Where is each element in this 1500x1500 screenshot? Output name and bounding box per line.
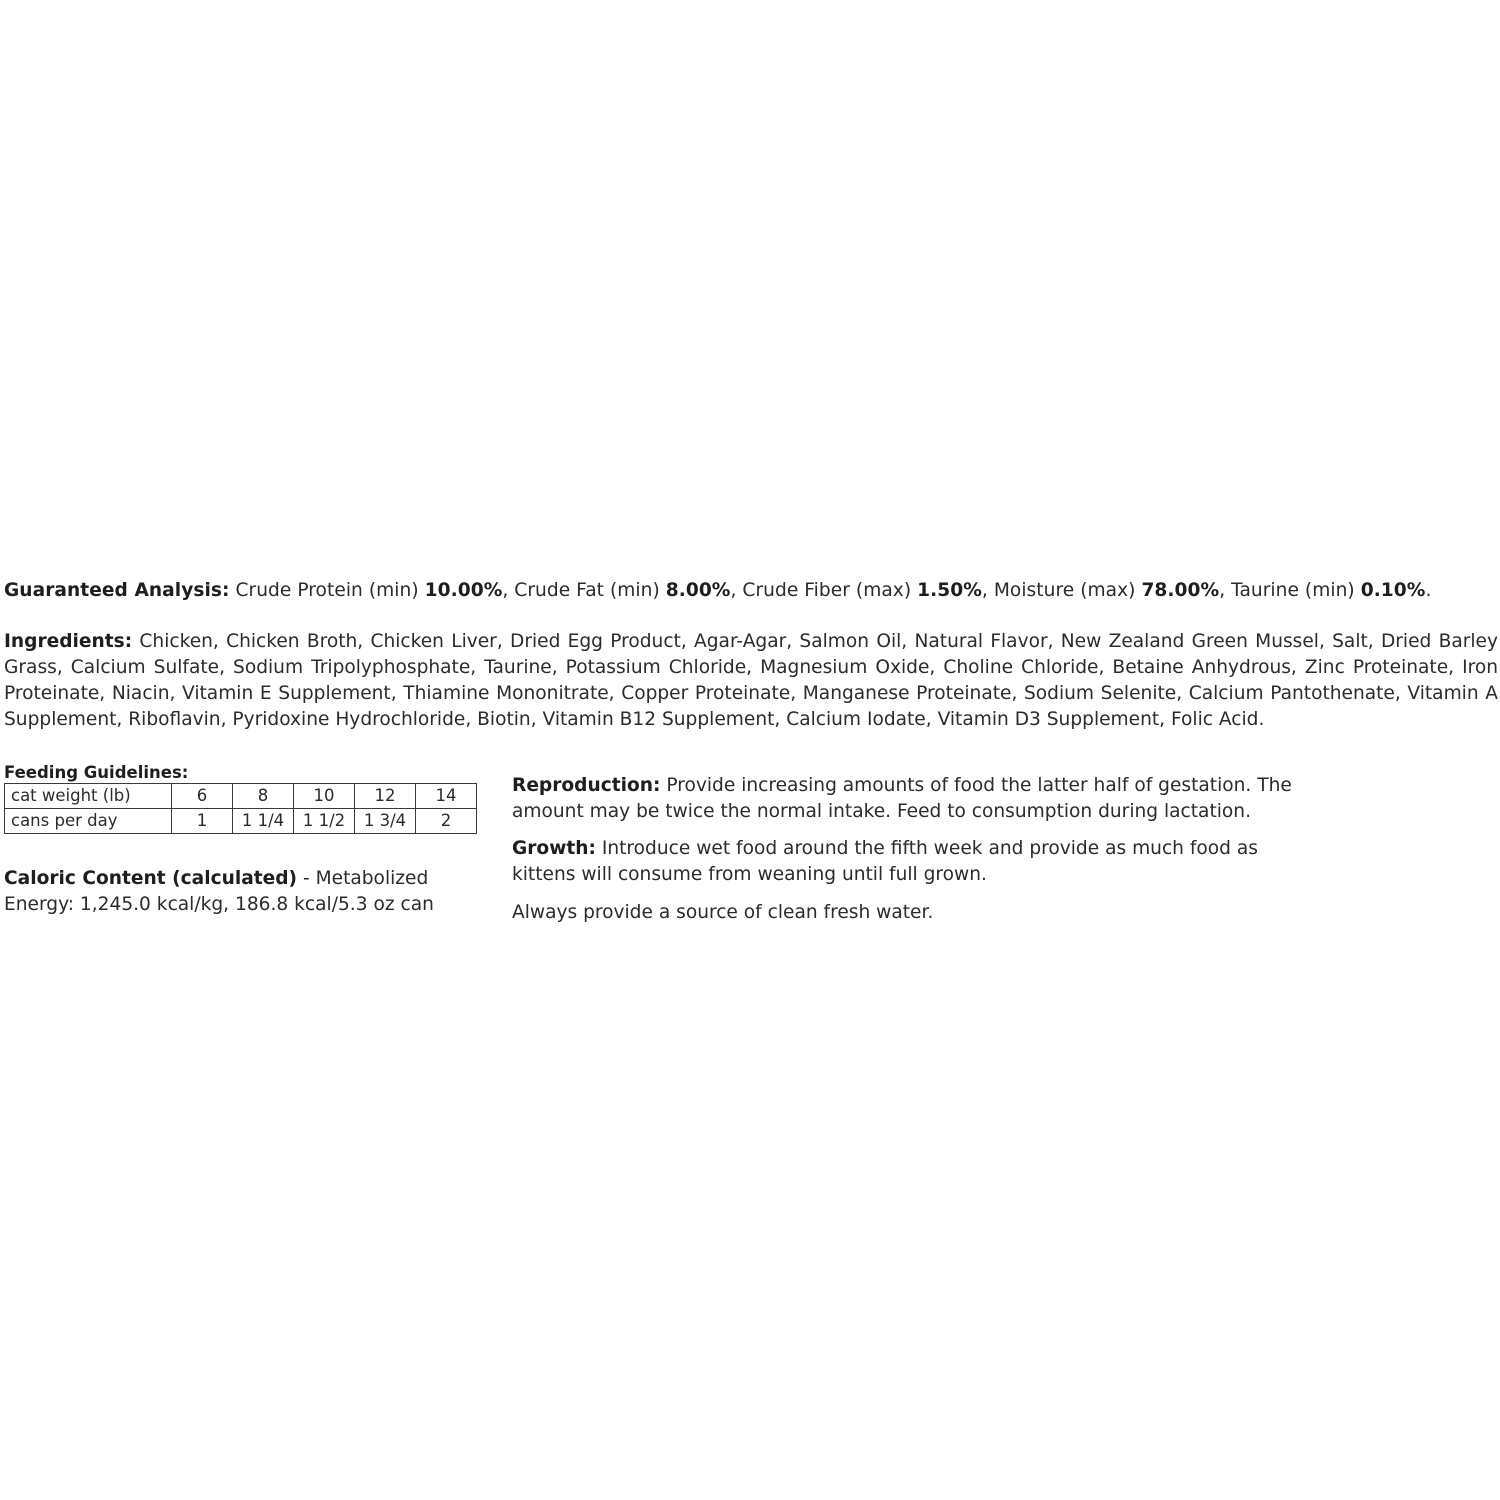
table-cell: 1 3/4 — [355, 809, 416, 834]
feeding-table — [4, 783, 477, 834]
table-cell: 8 — [233, 784, 294, 809]
table-cell: 1 1/2 — [294, 809, 355, 834]
row-label: cat weight (lb) — [5, 784, 172, 809]
reproduction-text: Provide increasing amounts of food the latter half of gestation. The amount may be twice the normal intake. Feed to consumption during lactation. — [512, 775, 1292, 822]
growth-note — [512, 836, 1312, 888]
lower-section — [4, 763, 1498, 933]
label-sheet — [4, 578, 1498, 933]
ga-item-value: 0.10% — [1360, 580, 1426, 601]
table-cell: 6 — [172, 784, 233, 809]
water-note: Always provide a source of clean fresh water. — [512, 902, 934, 923]
table-cell: 1 1/4 — [233, 809, 294, 834]
care-notes-column — [512, 773, 1312, 926]
table-row — [5, 809, 477, 834]
ingredients-text: Chicken, Chicken Broth, Chicken Liver, Dried Egg Product, Agar-Agar, Salmon Oil, Natural Flavor, New Zealand Green Mussel, Salt, Dried Barley Grass, Calcium Sulfate, Sodium Tripolyphosphate, Taurine, Potassium Chloride, Magnesium Oxide, Choline Chloride, Betaine Anhydrous, Zinc Proteinate, Iron Proteinate, Niacin, Vitamin E Supplement, Thiamine Mononitrate, Copper Proteinate, Manganese Proteinate, Sodium Selenite, Calcium Pantothenate, Vitamin A Supplement, Riboflavin, Pyridoxine Hydrochloride, Biotin, Vitamin B12 Supplement, Calcium Iodate, Vitamin D3 Supplement, Folic Acid. — [4, 631, 1498, 730]
growth-label: Growth: — [512, 838, 596, 859]
ga-item-sep: , — [730, 580, 743, 601]
feeding-column — [4, 763, 494, 918]
ga-item-sep: , — [502, 580, 515, 601]
ga-item-name: Crude Fiber (max) — [742, 580, 918, 601]
ingredients — [4, 629, 1498, 733]
reproduction-label: Reproduction: — [512, 775, 661, 796]
ga-item-value: 8.00% — [665, 580, 731, 601]
ingredients-label: Ingredients: — [4, 631, 133, 652]
feeding-guidelines-title: Feeding Guidelines: — [4, 763, 189, 782]
ga-item-sep: , — [1219, 580, 1232, 601]
ga-item-value: 1.50% — [917, 580, 982, 601]
reproduction-note — [512, 773, 1312, 825]
caloric-content-text: - Metabolized Energy: 1,245.0 kcal/kg, 186.8 kcal/5.3 oz can — [4, 868, 434, 915]
ga-item-name: Crude Protein (min) — [229, 580, 425, 601]
ga-item-name: Moisture (max) — [993, 580, 1142, 601]
caloric-content — [4, 866, 494, 918]
table-cell: 12 — [355, 784, 416, 809]
ga-item-name: Crude Fat (min) — [514, 580, 666, 601]
table-cell: 1 — [172, 809, 233, 834]
table-cell: 14 — [416, 784, 477, 809]
ga-item-value: 78.00% — [1141, 580, 1220, 601]
table-cell: 2 — [416, 809, 477, 834]
ga-item-name: Taurine (min) — [1231, 580, 1361, 601]
guaranteed-analysis — [4, 578, 1498, 604]
caloric-content-label: Caloric Content (calculated) — [4, 868, 298, 889]
ga-item-value: 10.00% — [424, 580, 503, 601]
table-row — [5, 784, 477, 809]
ga-item-sep: . — [1425, 580, 1432, 601]
growth-text: Introduce wet food around the fifth week and provide as much food as kittens will consume from weaning until full grown. — [512, 838, 1258, 885]
ga-item-sep: , — [981, 580, 994, 601]
table-cell: 10 — [294, 784, 355, 809]
guaranteed-analysis-label: Guaranteed Analysis: — [4, 580, 230, 601]
row-label: cans per day — [5, 809, 172, 834]
